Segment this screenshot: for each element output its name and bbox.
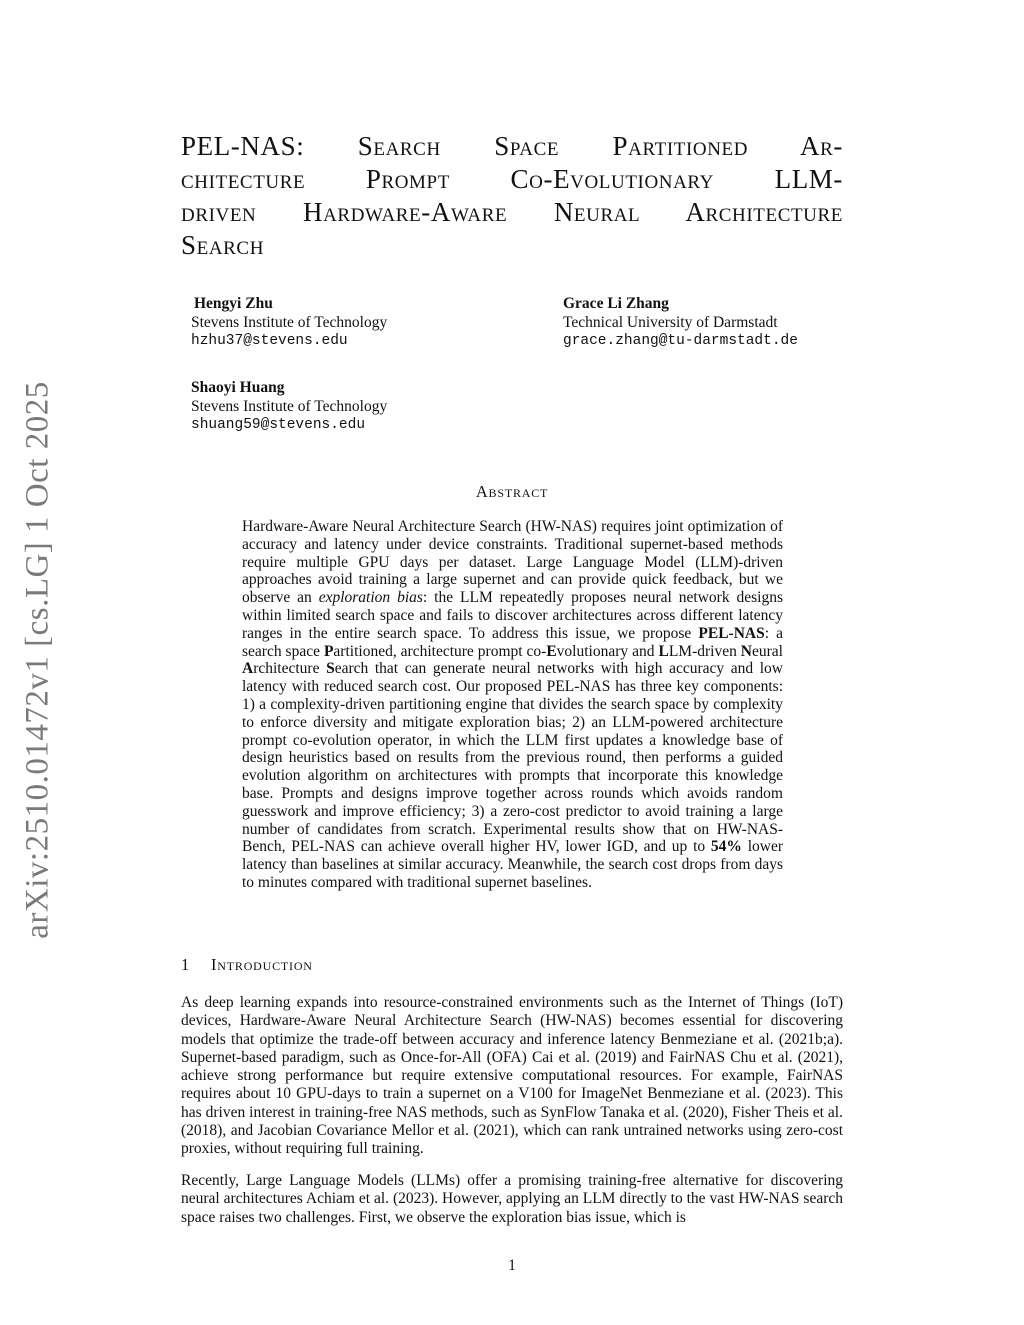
title-line: PEL-NAS: Search Space Partitioned Ar-: [181, 131, 843, 161]
arxiv-identifier-stamp: arXiv:2510.01472v1 [cs.LG] 1 Oct 2025: [19, 381, 56, 939]
method-name: PEL-NAS: [698, 624, 765, 642]
title-line: Search: [181, 230, 265, 260]
highlight-value: 54%: [710, 838, 742, 856]
author-affiliation: Stevens Institute of Technology: [191, 314, 388, 331]
section-title: Introduction: [211, 955, 313, 974]
author-block: [563, 294, 798, 351]
author-block: [191, 378, 387, 435]
author-affiliation: Stevens Institute of Technology: [191, 398, 388, 415]
paper-title: [181, 130, 843, 262]
author-email: hzhu37@stevens.edu: [191, 333, 348, 349]
author-affiliation: Technical University of Darmstadt: [563, 314, 778, 331]
title-line: chitecture Prompt Co-Evolutionary LLM-: [181, 164, 843, 194]
author-name: Grace Li Zhang: [563, 295, 669, 312]
author-block: [191, 294, 387, 351]
emphasis: exploration bias: [318, 589, 423, 607]
body-paragraph: As deep learning expands into resource-constrained environments such as the Internet of Things (IoT) devices, Hardware-Aware Neural Architecture Search (HW-NAS) becomes essential for discovering models that optimize the trade-off between accuracy and inference latency Benmeziane et al. (2021b;a). Supernet-based paradigm, such as Once-for-All (OFA) Cai et al. (2019) and FairNAS Chu et al. (2021), achieve strong performance but require extensive computational resources. For example, FairNAS requires about 10 GPU-days to train a supernet on a V100 for ImageNet Benmeziane et al. (2023). This has driven interest in training-free NAS methods, such as SynFlow Tanaka et al. (2020), Fisher Theis et al. (2018), and Jacobian Covariance Mellor et al. (2021), which can rank untrained networks using zero-cost proxies, without requiring full training.: [181, 994, 843, 1158]
body-paragraph: Recently, Large Language Models (LLMs) offer a promising training-free alternative for discovering neural architectures Achiam et al. (2023). However, applying an LLM directly to the vast HW-NAS search space raises two challenges. First, we observe the exploration bias issue, which is: [181, 1172, 843, 1226]
author-email: shuang59@stevens.edu: [191, 417, 366, 433]
section-heading: [181, 955, 313, 975]
author-email: grace.zhang@tu-darmstadt.de: [563, 333, 798, 349]
title-line: driven Hardware-Aware Neural Architecture: [181, 197, 843, 227]
section-number: 1: [181, 955, 191, 974]
abstract-heading: Abstract: [475, 482, 549, 501]
author-name: Shaoyi Huang: [191, 379, 285, 396]
page-number: 1: [508, 1257, 516, 1274]
author-name: Hengyi Zhu: [194, 295, 273, 312]
abstract-text: Hardware-Aware Neural Architecture Search (HW-NAS) requires joint optimization of accuracy and latency under device constraints. Traditional supernet-based methods require multiple GPU days per dataset. Large Language Model (LLM)-driven approaches avoid training a large supernet and can provide quick feedback, but we observe an exploration bias: the LLM repeatedly proposes neural network designs within limited search space and fails to discover architectures across different latency ranges in the entire search space. To address this issue, we propose PEL-NAS: a search space Partitioned, architecture prompt co-Evolutionary and LLM-driven Neural Architecture Search that can generate neural networks with high accuracy and low latency with reduced search cost. Our proposed PEL-NAS has three key components: 1) a complexity-driven partitioning engine that divides the search space by complexity to enforce diversity and mitigate exploration bias; 2) an LLM-powered architecture prompt co-evolution operator, in which the LLM first updates a knowledge base of design heuristics based on results from the previous round, then performs a guided evolution algorithm on architectures with prompts that incorporate this knowledge base. Prompts and designs improve together across rounds which avoids random guesswork and improve efficiency; 3) a zero-cost predictor to avoid training a large number of candidates from scratch. Experimental results show that on HW-NAS-Bench, PEL-NAS can achieve overall higher HV, lower IGD, and up to 54% lower latency than baselines at similar accuracy. Meanwhile, the search cost drops from days to minutes compared with traditional supernet baselines.: [242, 518, 783, 891]
